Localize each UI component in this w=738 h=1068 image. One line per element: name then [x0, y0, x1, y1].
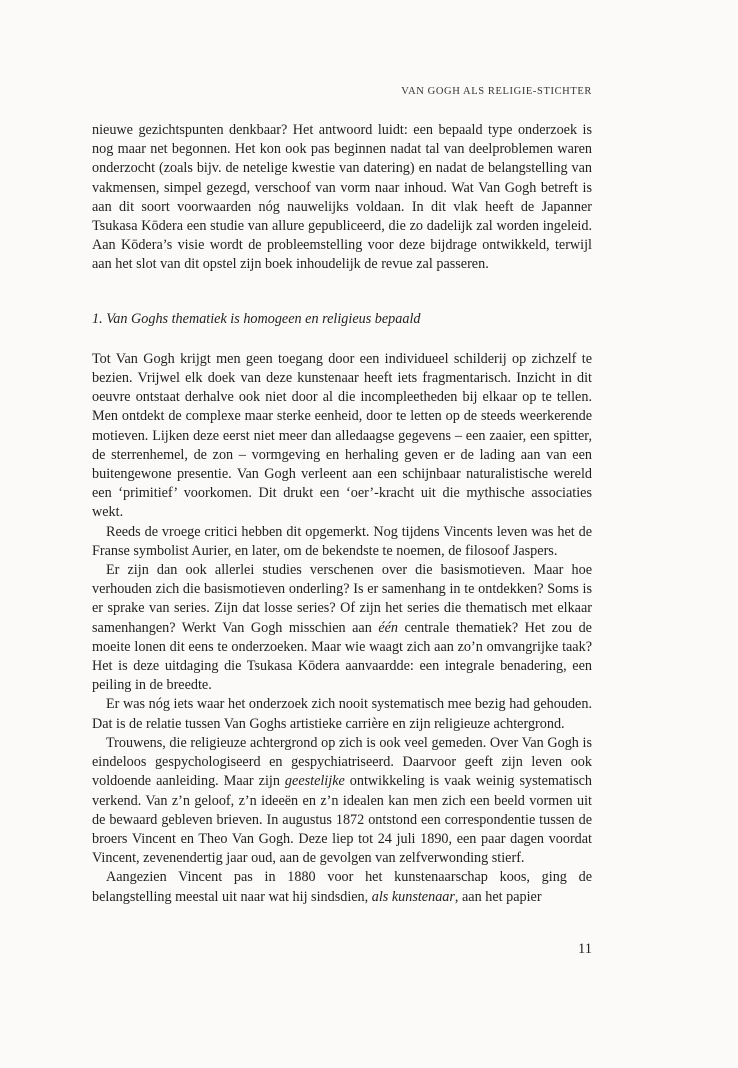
text-run: Er was nóg iets waar het onderzoek zich nooit systematisch mee bezig had gehouden. Dat is de relatie tussen Van Goghs artistieke carrière en zijn religieuze achtergrond.: [92, 696, 592, 732]
section-heading: 1. Van Goghs thematiek is homogeen en religieus bepaald: [92, 310, 421, 327]
italic-text: geestelijke: [284, 773, 345, 790]
section-paragraphs: [92, 350, 592, 907]
text-run: ontwikkeling is vaak weinig systematisch verkend. Van z’n geloof, z’n ideeën en z’n idealen kan men zich een beeld vormen uit de bewaard gebleven brieven. In augustus 1872 ontstond een correspondentie tussen de broers Vincent en Theo Van Gogh. Deze liep tot 24 juli 1890, een paar dagen voordat Vincent, zevenendertig jaar oud, aan de gevolgen van zelfverwonding stierf.: [92, 773, 592, 867]
paragraph: [92, 350, 592, 523]
text-run: Tot Van Gogh krijgt men geen toegang door een individueel schilderij op zichzelf te bezien. Vrijwel elk doek van deze kunstenaar heeft iets fragmentarisch. Inzicht in dit oeuvre ontstaat derhalve ook niet door al die incompleetheden bij elkaar op te tellen. Men ontdekt de complexe maar sterke eenheid, door te letten op de steeds weerkerende motieven. Lijken deze eerst niet meer dan alledaagse gegevens – een zaaier, een spitter, de sterrenhemel, de zon – vormgeving en herhaling geven er de lading aan van een buitengewone presentie. Van Gogh verleent aan een schijnbaar naturalistische wereld een ‘primitief’ voorkomen. Dit drukt een ‘oer’-kracht uit die mythische associaties wekt.: [92, 350, 592, 521]
text-run: , aan het papier: [454, 888, 542, 905]
running-head: VAN GOGH ALS RELIGIE-STICHTER: [401, 86, 592, 97]
paragraph: [92, 523, 592, 561]
page-number: 11: [578, 941, 592, 957]
body-text: [92, 121, 592, 907]
paragraph: [92, 868, 592, 906]
text-run: Aangezien Vincent pas in 1880 voor het kunstenaarschap koos, ging de belangstelling meestal uit naar wat hij sindsdien,: [92, 869, 592, 905]
text-run: nieuwe gezichtspunten denkbaar? Het antwoord luidt: een bepaald type onderzoek is nog maar net begonnen. Het kon ook pas beginnen nadat tal van deelproblemen waren onderzocht (zoals bijv. de netelige kwestie van datering) en nadat de belangstelling van vakmensen, simpel gezegd, verschoof van vorm naar inhoud. Wat Van Gogh betreft is aan dit soort voorwaarden nóg nauwelijks voldaan. In dit vlak heeft de Japanner Tsukasa Kōdera een studie van allure gepubliceerd, die zo dadelijk zal worden ingeleid. Aan Kōdera’s visie wordt de probleemstelling voor deze bijdrage ontwikkeld, terwijl aan het slot van dit opstel zijn boek inhoudelijk de revue zal passeren.: [92, 122, 592, 273]
paragraph: [92, 121, 592, 275]
intro-paragraphs: [92, 121, 592, 275]
text-run: Er zijn dan ook allerlei studies verschenen over die basismotieven. Maar hoe verhouden zich die basismotieven onderling? Is er samenhang in te ontdekken? Soms is er sprake van series. Zijn dat losse series? Of zijn het series die thematisch met elkaar samenhangen? Werkt Van Gogh misschien aan: [92, 562, 592, 636]
italic-text: één: [378, 619, 399, 636]
text-run: Reeds de vroege critici hebben dit opgemerkt. Nog tijdens Vincents leven was het de Franse symbolist Aurier, en later, om de bekendste te noemen, de filosoof Jaspers.: [92, 523, 592, 559]
paragraph: [92, 734, 592, 868]
italic-text: als kunstenaar: [371, 888, 455, 905]
paragraph: [92, 561, 592, 695]
text-run: centrale thematiek? Het zou de moeite lonen dit eens te onderzoeken. Maar wie waagt zich aan zo’n omvangrijke taak? Het is deze uitdaging die Tsukasa Kōdera aanvaardde: een integrale benadering, een peiling in de breedte.: [92, 619, 592, 694]
paragraph: [92, 695, 592, 733]
text-run: Trouwens, die religieuze achtergrond op zich is ook veel gemeden. Over Van Gogh is eindeloos gespychologiseerd en gespychiatriseerd. Daarvoor geeft zijn leven ook voldoende aanleiding. Maar zijn: [92, 734, 592, 790]
